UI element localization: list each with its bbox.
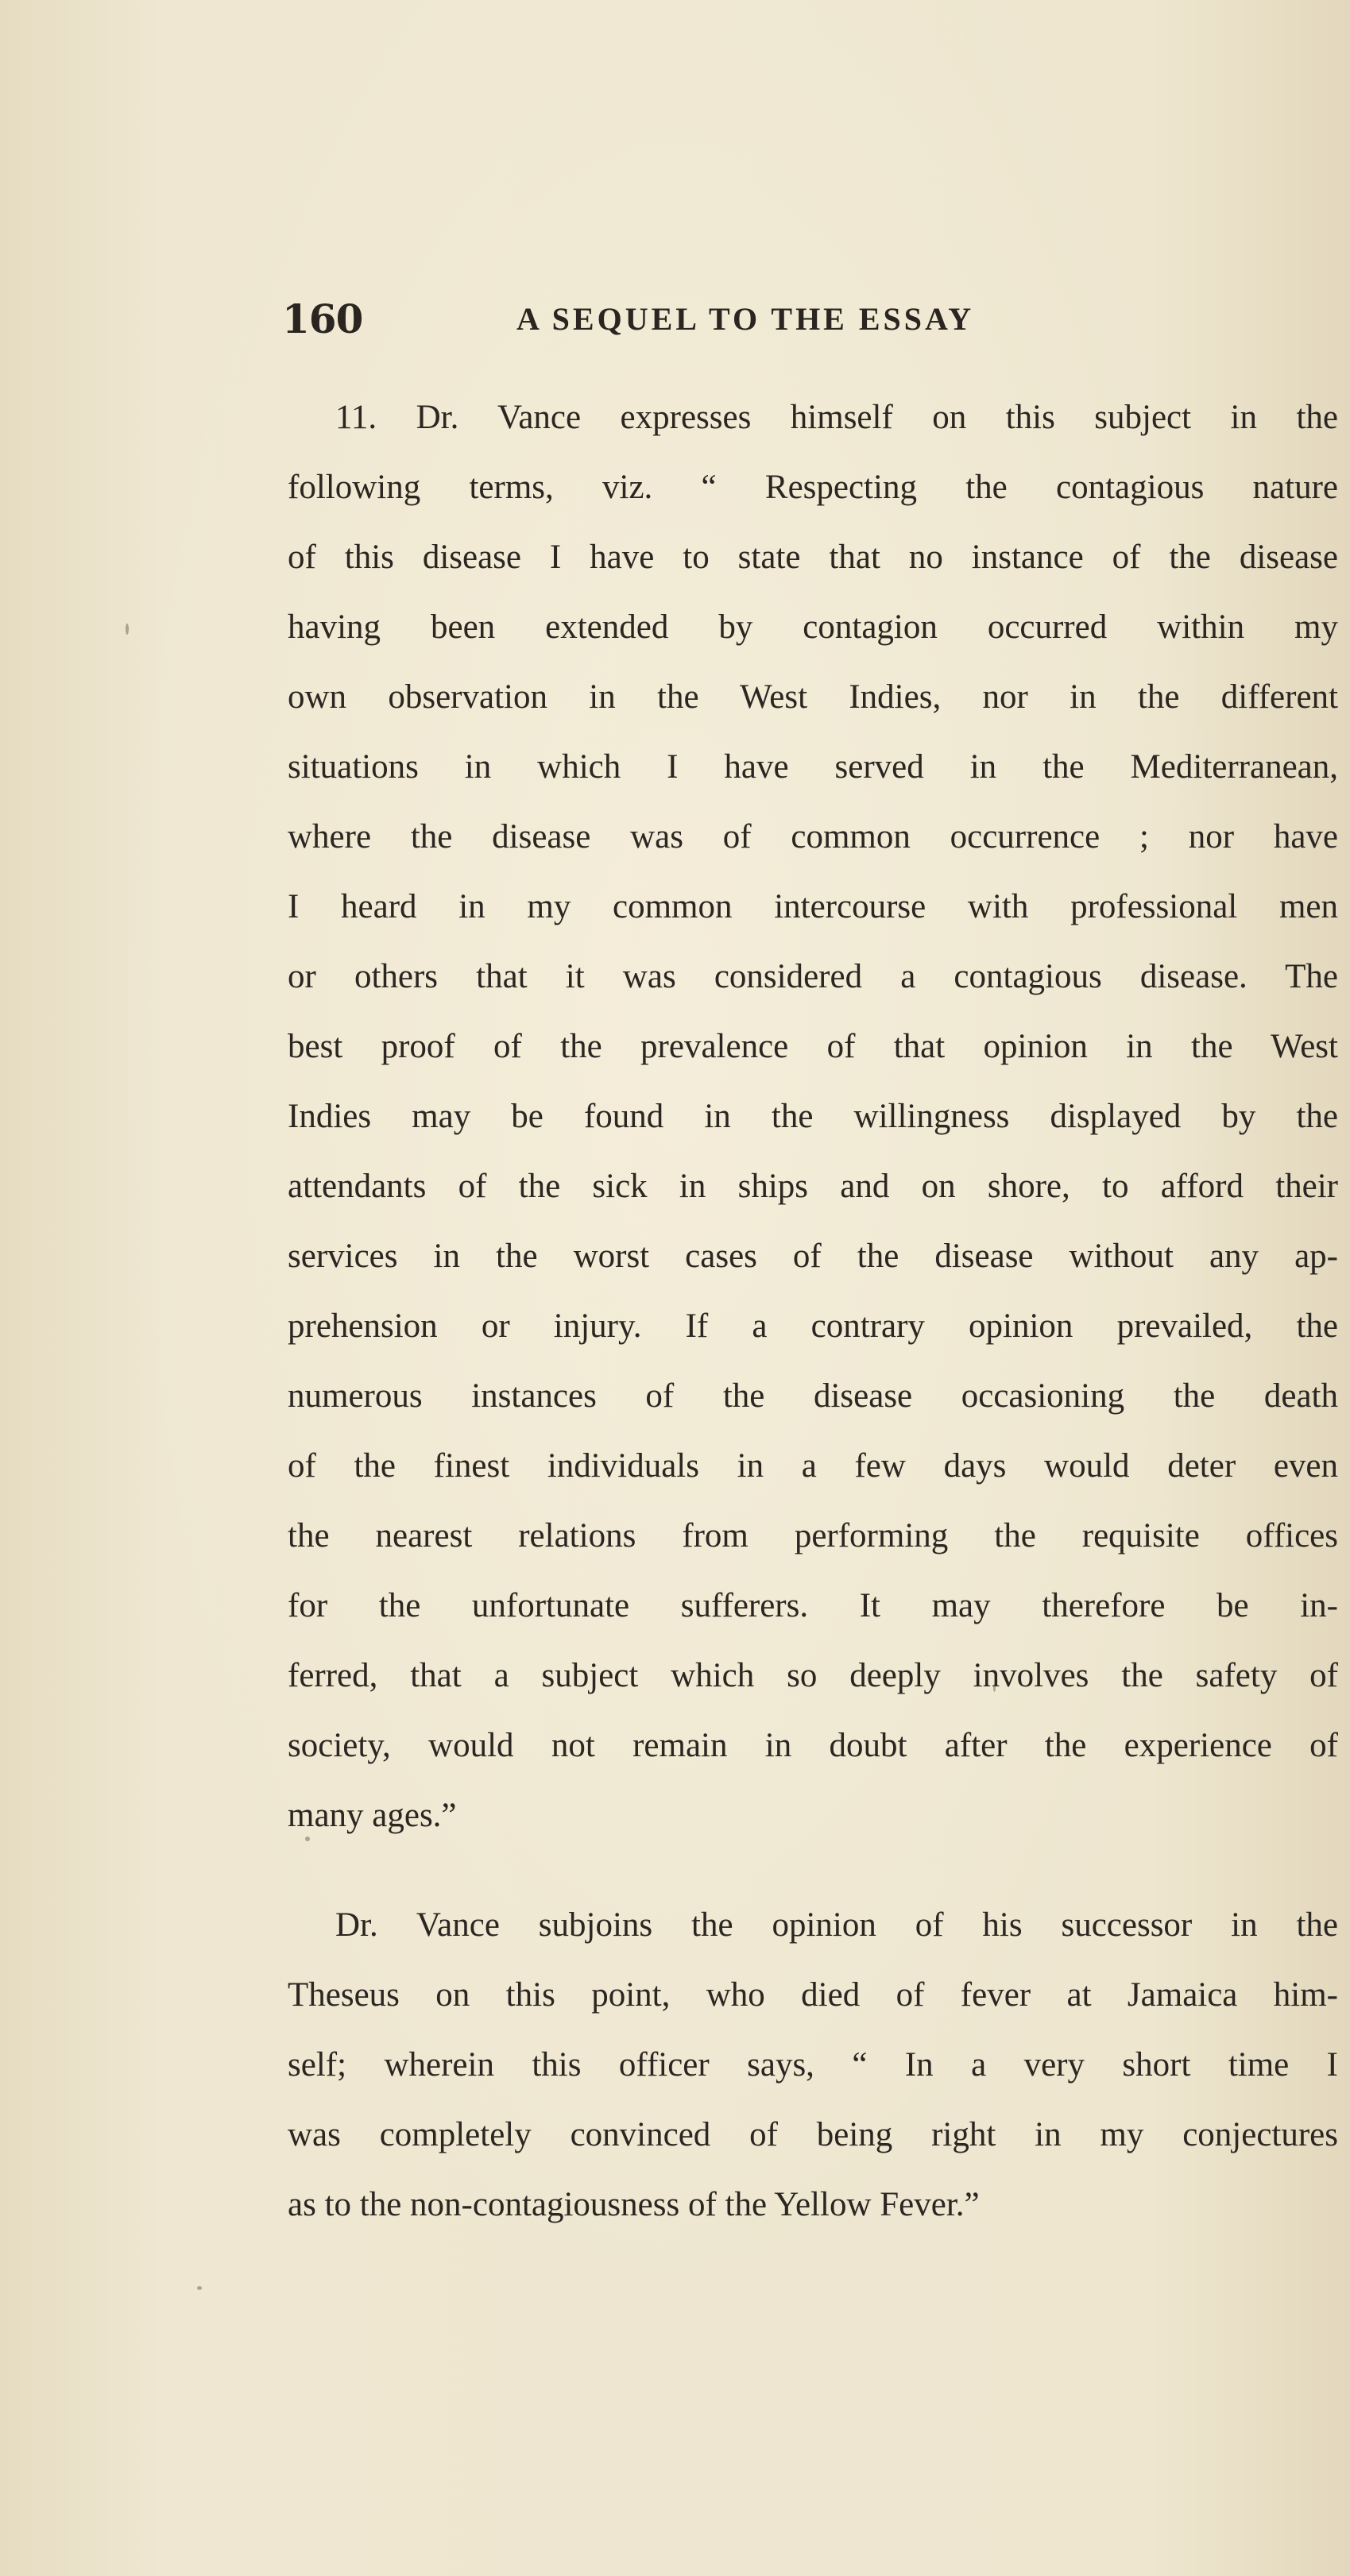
text-line: attendants of the sick in ships and on shore, to afford their <box>288 1168 1338 1205</box>
text-line: was completely convinced of being right in my conjectures <box>288 2116 1338 2153</box>
text-line: Indies may be found in the willingness displayed by the <box>288 1098 1338 1135</box>
text-line: best proof of the prevalence of that opinion in the West <box>288 1028 1338 1065</box>
page-number: 160 <box>282 295 363 342</box>
text-line: where the disease was of common occurrence ; nor have <box>288 818 1338 855</box>
running-title: A SEQUEL TO THE ESSAY <box>516 301 975 337</box>
text-line: services in the worst cases of the disease without any ap- <box>288 1238 1338 1275</box>
text-line: Dr. Vance subjoins the opinion of his successor in the <box>335 1906 1338 1944</box>
text-line: of the finest individuals in a few days would deter even <box>288 1447 1338 1485</box>
paper-speck <box>993 1684 996 1692</box>
text-line: Theseus on this point, who died of fever at Jamaica him- <box>288 1976 1338 2014</box>
text-line: own observation in the West Indies, nor in the different <box>288 678 1338 716</box>
text-line: of this disease I have to state that no instance of the disease <box>288 539 1338 576</box>
text-line: society, would not remain in doubt after the experience of <box>288 1727 1338 1764</box>
paper-speck <box>305 1836 310 1841</box>
text-line: as to the non-contagiousness of the Yellow Fever.” <box>288 2186 980 2223</box>
text-line: or others that it was considered a contagious disease. The <box>288 958 1338 995</box>
text-line: for the unfortunate sufferers. It may therefore be in- <box>288 1587 1338 1624</box>
paper-speck <box>126 624 129 635</box>
text-line: numerous instances of the disease occasioning the death <box>288 1377 1338 1415</box>
paragraph-successor-opinion <box>288 1890 1338 2240</box>
text-line: situations in which I have served in the Mediterranean, <box>288 748 1338 786</box>
paper-speck <box>197 2286 202 2290</box>
text-line: I heard in my common intercourse with professional men <box>288 888 1338 925</box>
text-line: the nearest relations from performing the requisite offices <box>288 1517 1338 1554</box>
text-line: having been extended by contagion occurred within my <box>288 608 1338 646</box>
text-line: self; wherein this officer says, “ In a very short time I <box>288 2046 1338 2084</box>
text-line: many ages.” <box>288 1797 457 1834</box>
page-header <box>282 295 1164 351</box>
paragraph-dr-vance-quote <box>288 383 1338 1851</box>
text-line: ferred, that a subject which so deeply involves the safety of <box>288 1657 1338 1694</box>
text-line: 11. Dr. Vance expresses himself on this subject in the <box>335 399 1338 436</box>
text-line: following terms, viz. “ Respecting the contagious nature <box>288 469 1338 506</box>
text-line: prehension or injury. If a contrary opinion prevailed, the <box>288 1307 1338 1345</box>
